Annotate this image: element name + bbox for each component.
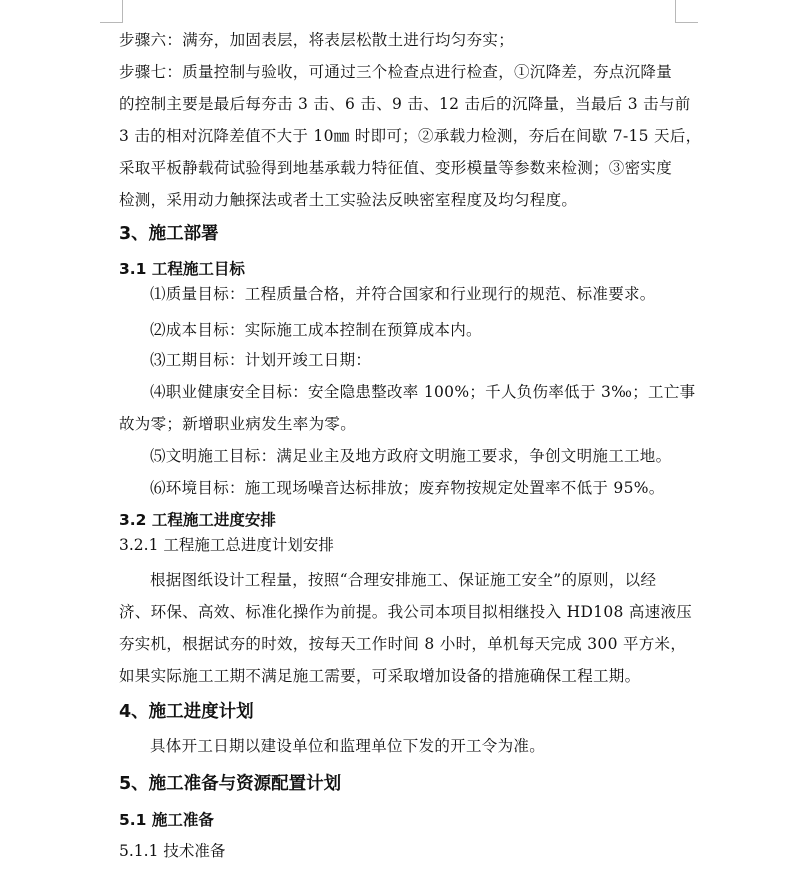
goal-1-paragraph [119, 278, 656, 310]
page-corner-mark-left [100, 0, 123, 23]
step-seven-line: 采取平板静载荷试验得到地基承载力特征值、变形模量等参数来检测；③密实度 [119, 159, 673, 177]
step-seven-line: 检测，采用动力触探法或者土工实验法反映密室程度及均匀程度。 [119, 191, 578, 209]
section-4-heading: 4、施工进度计划 [119, 702, 254, 722]
section-4-text: 具体开工日期以建设单位和监理单位下发的开工令为准。 [150, 737, 546, 755]
section-3-2-heading: 3.2 工程施工进度安排 [119, 511, 276, 529]
goal-item: ⑷职业健康安全目标：安全隐患整改率 100%；千人负伤率低于 3‰；工亡事 [150, 383, 696, 401]
goal-3-paragraph [119, 344, 371, 376]
step-seven-paragraph [119, 56, 701, 216]
step-seven-line: 的控制主要是最后每夯击 3 击、6 击、9 击、12 击后的沉降量，当最后 3 击与前 [119, 95, 691, 113]
goal-item-continuation: 故为零；新增职业病发生率为零。 [119, 415, 357, 433]
goal-item: ⑸文明施工目标：满足业主及地方政府文明施工要求，争创文明施工工地。 [150, 447, 672, 465]
section-5-1-1-heading: 5.1.1 技术准备 [119, 842, 226, 860]
goal-6-paragraph [119, 472, 665, 504]
page-corner-mark-right [675, 0, 698, 23]
step-six-text: 步骤六：满夯，加固表层，将表层松散土进行均匀夯实； [119, 31, 515, 49]
schedule-line: 济、环保、高效、标准化操作为前提。我公司本项目拟相继投入 HD108 高速液压 [119, 603, 693, 621]
step-six-paragraph [119, 24, 514, 56]
section-5-heading: 5、施工准备与资源配置计划 [119, 774, 342, 794]
goal-5-paragraph [119, 440, 671, 472]
goal-4-paragraph [119, 376, 695, 440]
step-seven-line: 步骤七：质量控制与验收，可通过三个检查点进行检查，①沉降差，夯点沉降量 [119, 63, 673, 81]
goal-item: ⑴质量目标：工程质量合格，并符合国家和行业现行的规范、标准要求。 [150, 285, 656, 303]
schedule-line: 夯实机，根据试夯的时效，按每天工作时间 8 小时，单机每天完成 300 平方米， [119, 635, 687, 653]
goal-item: ⑶工期目标：计划开竣工日期： [150, 351, 372, 369]
schedule-line: 根据图纸设计工程量，按照“合理安排施工、保证施工安全”的原则，以经 [150, 571, 657, 589]
section-3-1-heading: 3.1 工程施工目标 [119, 260, 245, 278]
step-seven-line: 3 击的相对沉降差值不大于 10㎜ 时即可；②承载力检测，夯后在间歇 7-15 天后， [119, 127, 702, 145]
section-3-2-1-heading: 3.2.1 工程施工总进度计划安排 [119, 536, 334, 554]
goal-2-paragraph [119, 314, 482, 346]
section-4-paragraph [119, 730, 545, 762]
schedule-line: 如果实际施工工期不满足施工需要，可采取增加设备的措施确保工程工期。 [119, 667, 641, 685]
schedule-paragraph [119, 564, 692, 692]
goal-item: ⑹环境目标：施工现场噪音达标排放；废弃物按规定处置率不低于 95%。 [150, 479, 665, 497]
section-5-1-heading: 5.1 施工准备 [119, 811, 214, 829]
section-3-heading: 3、施工部署 [119, 224, 219, 244]
goal-item: ⑵成本目标：实际施工成本控制在预算成本内。 [150, 321, 482, 339]
